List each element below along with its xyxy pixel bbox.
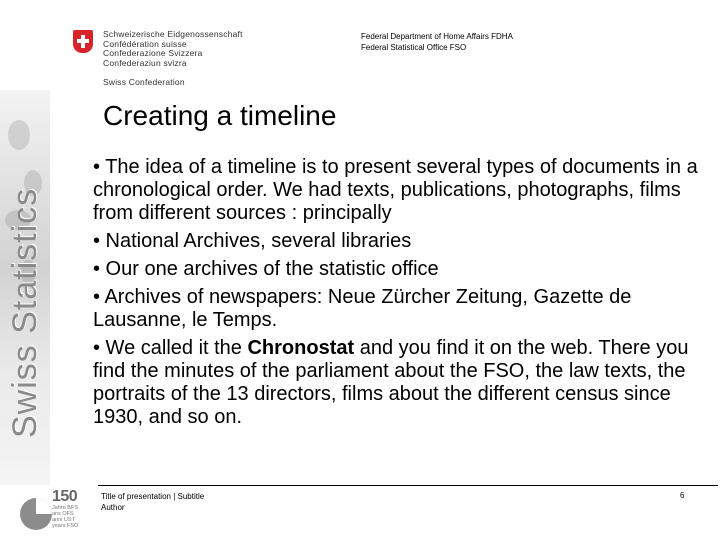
sidebar-label: Swiss Statistics	[6, 187, 44, 438]
logo-line: anni UST	[52, 517, 75, 523]
footer-author: Author	[101, 503, 125, 512]
bullet-text: and you find it on the web. There you find the minutes of the parliament about the FSO, the law texts, the portraits of the 13 directors, films about the different census since 1930, and so on.	[93, 337, 689, 428]
bullet-item	[93, 337, 718, 429]
chronostat-emphasis: Chronostat	[247, 337, 355, 359]
bullet-item: • The idea of a timeline is to present several types of documents in a chronological order. We had texts, publications, photographs, films from different sources : principally	[93, 156, 698, 224]
confederation-english: Swiss Confederation	[103, 77, 185, 87]
bullet-item: • Archives of newspapers: Neue Zürcher Zeitung, Gazette de Lausanne, le Temps.	[93, 286, 632, 331]
page-number: 6	[680, 491, 685, 500]
confederation-line: Confederaziun svizra	[103, 57, 187, 68]
bullet-text: • We called it the	[93, 337, 248, 359]
confederation-line: Confederazione Svizzera	[103, 48, 203, 58]
confederation-block	[103, 30, 243, 88]
footer-info	[101, 491, 204, 513]
office-name: Federal Statistical Office FSO	[361, 43, 467, 52]
logo-number: 150	[52, 488, 78, 505]
slide-body	[93, 156, 718, 434]
logo-line: Jahre BFS	[52, 505, 78, 511]
department-name: Federal Department of Home Affairs FDHA	[361, 32, 513, 41]
footer-title: Title of presentation | Subtitle	[101, 492, 205, 501]
pie-logo-icon	[16, 494, 56, 534]
fso-150-years-logo	[10, 488, 95, 538]
bullet-item: • National Archives, several libraries	[93, 230, 412, 252]
department-block	[361, 31, 513, 53]
confederation-line: Confédération suisse	[103, 38, 187, 49]
logo-years	[52, 505, 78, 529]
bullet-item: • Our one archives of the statistic office	[93, 258, 439, 280]
footer-divider	[98, 485, 718, 486]
swiss-flag-logo	[73, 30, 93, 53]
logo-line: years FSO	[52, 523, 79, 529]
logo-line: ans OFS	[52, 511, 74, 517]
confederation-line: Schweizerische Eidgenossenschaft	[103, 29, 243, 39]
slide-title: Creating a timeline	[103, 100, 337, 131]
